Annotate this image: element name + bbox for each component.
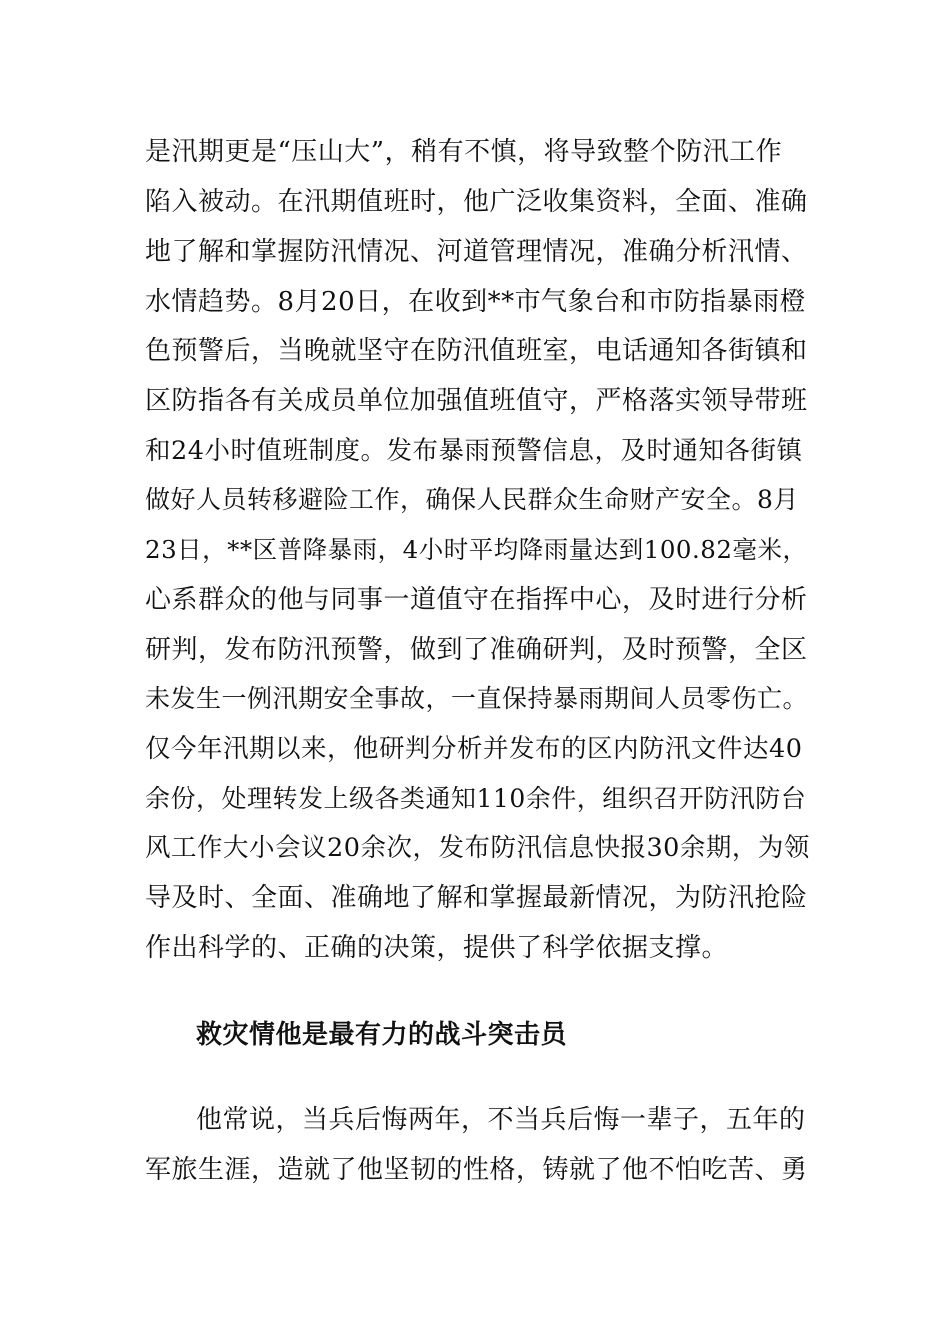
section-heading: 救灾情他是最有力的战斗突击员 [196, 1020, 568, 1050]
paragraph-line: 他常说，当兵后悔两年，不当兵后悔一辈子，五年的 [196, 1105, 806, 1135]
paragraph-line: 军旅生涯，造就了他坚韧的性格，铸就了他不怕吃苦、勇 [145, 1155, 808, 1185]
paragraph-line: 风工作大小会议20余次，发布防汛信息快报30余期，为领 [145, 833, 810, 863]
paragraph-line: 23日，**区普降暴雨，4小时平均降雨量达到100.82毫米， [145, 535, 808, 564]
paragraph-line: 仅今年汛期以来，他研判分析并发布的区内防汛文件达40 [145, 734, 803, 764]
paragraph-line: 水情趋势。8月20日，在收到**市气象台和市防指暴雨橙 [145, 287, 807, 317]
paragraph-line: 作出科学的、正确的决策，提供了科学依据支撑。 [145, 933, 729, 963]
paragraph-line: 研判，发布防汛预警，做到了准确研判，及时预警，全区 [145, 635, 808, 665]
paragraph-line: 陷入被动。在汛期值班时，他广泛收集资料，全面、准确 [145, 187, 808, 217]
paragraph-line: 地了解和掌握防汛情况、河道管理情况，准确分析汛情、 [145, 237, 808, 267]
paragraph-line: 做好人员转移避险工作，确保人民群众生命财产安全。8月 [145, 485, 799, 514]
paragraph-line: 未发生一例汛期安全事故，一直保持暴雨期间人员零伤亡。 [145, 684, 809, 713]
paragraph-line: 心系群众的他与同事一道值守在指挥中心，及时进行分析 [145, 585, 808, 615]
paragraph-line: 余份，处理转发上级各类通知110余件，组织召开防汛防台 [145, 784, 807, 813]
paragraph-line: 是汛期更是“压山大”，稍有不慎，将导致整个防汛工作 [145, 137, 783, 167]
paragraph-line: 区防指各有关成员单位加强值班值守，严格落实领导带班 [145, 386, 808, 416]
paragraph-line: 和24小时值班制度。发布暴雨预警信息，及时通知各街镇 [145, 436, 803, 466]
paragraph-line: 色预警后，当晚就坚守在防汛值班室，电话通知各街镇和 [145, 336, 808, 366]
paragraph-line: 导及时、全面、准确地了解和掌握最新情况，为防汛抢险 [145, 883, 808, 913]
